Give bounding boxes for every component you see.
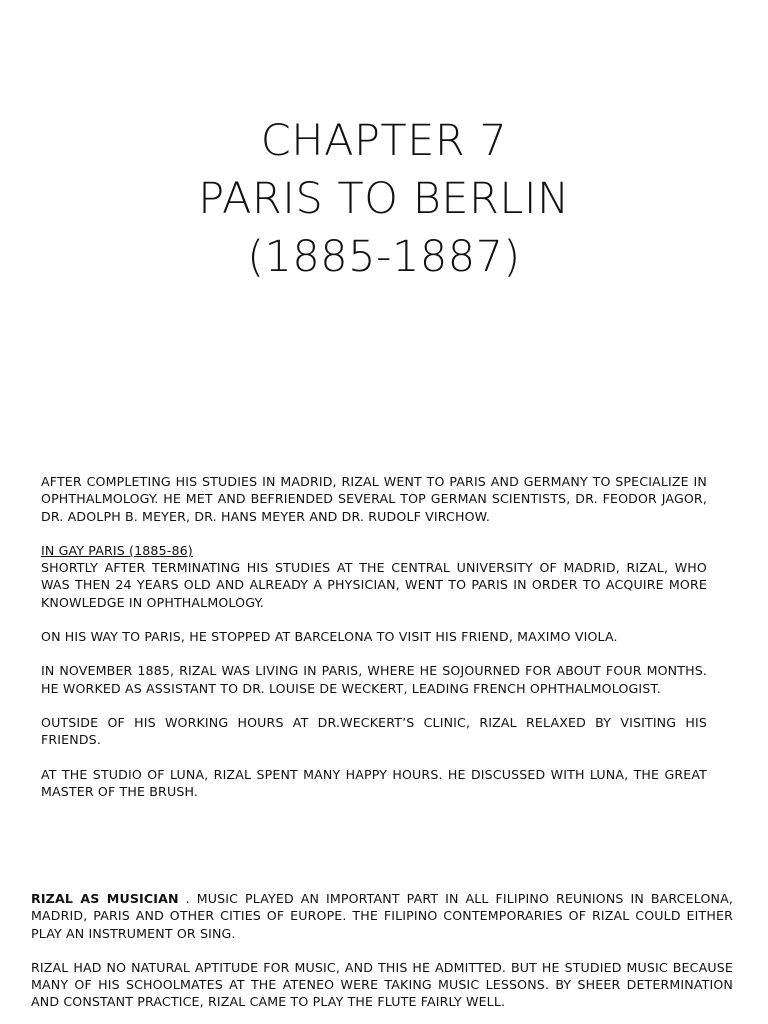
gay-paris-heading: IN GAY PARIS (1885-86): [41, 542, 193, 558]
luna-paragraph: AT THE STUDIO OF LUNA, RIZAL SPENT MANY HAPPY HOURS. HE DISCUSSED WITH LUNA, THE GREAT MASTER OF THE BRUSH.: [41, 766, 707, 799]
outside-hours-paragraph: OUTSIDE OF HIS WORKING HOURS AT DR.WECKERT’S CLINIC, RIZAL RELAXED BY VISITING HIS FRIENDS.: [41, 714, 707, 748]
gay-paris-paragraph: SHORTLY AFTER TERMINATING HIS STUDIES AT THE CENTRAL UNIVERSITY OF MADRID, RIZAL, WHO WAS THEN 24 YEARS OLD AND ALREADY A PHYSICIAN, WENT TO PARIS IN ORDER TO ACQUIRE MORE KNOWLEDGE IN OPHTHALMOLOGY.: [41, 560, 707, 610]
november-paragraph: IN NOVEMBER 1885, RIZAL WAS LIVING IN PARIS, WHERE HE SOJOURNED FOR ABOUT FOUR MONTHS. HE WORKED AS ASSISTANT TO DR. LOUISE DE WECKERT, LEADING FRENCH OPHTHALMOLOGIST.: [41, 663, 707, 696]
intro-paragraph: AFTER COMPLETING HIS STUDIES IN MADRID, RIZAL WENT TO PARIS AND GERMANY TO SPECIALIZE IN OPHTHALMOLOGY. HE MET AND BEFRIENDED SEVERAL TOP GERMAN SCIENTISTS, DR. FEODOR JAGOR, DR. ADOLPH B. MEYER, DR. HANS MEYER AND DR. RUDOLF VIRCHOW.: [41, 474, 707, 524]
musician-paragraph: [31, 890, 733, 942]
musician-intro-text: . MUSIC PLAYED AN IMPORTANT PART IN ALL FILIPINO REUNIONS IN BARCELONA, MADRID, PARIS AND OTHER CITIES OF EUROPE. THE FILIPINO CONTEMPORARIES OF RIZAL COULD EITHER PLAY AN INSTRUMENT OR SING.: [31, 891, 733, 941]
musician-heading: RIZAL AS MUSICIAN: [31, 891, 179, 906]
chapter-body: [41, 473, 707, 800]
chapter-title: [0, 112, 768, 286]
barcelona-paragraph: ON HIS WAY TO PARIS, HE STOPPED AT BARCELONA TO VISIT HIS FRIEND, MAXIMO VIOLA.: [41, 629, 618, 645]
aptitude-paragraph: RIZAL HAD NO NATURAL APTITUDE FOR MUSIC, AND THIS HE ADMITTED. BUT HE STUDIED MUSIC BECAUSE MANY OF HIS SCHOOLMATES AT THE ATENEO WERE TAKING MUSIC LESSONS. BY SHEER DETERMINATION AND CONSTANT PRACTICE, RIZAL CAME TO PLAY THE FLUTE FAIRLY WELL.: [31, 959, 733, 1010]
chapter-number: CHAPTER 7: [260, 116, 508, 166]
gay-paris-section: [41, 542, 707, 611]
musician-section: [31, 890, 733, 1011]
chapter-years: (1885-1887): [247, 232, 521, 282]
chapter-name: PARIS TO BERLIN: [198, 174, 570, 224]
